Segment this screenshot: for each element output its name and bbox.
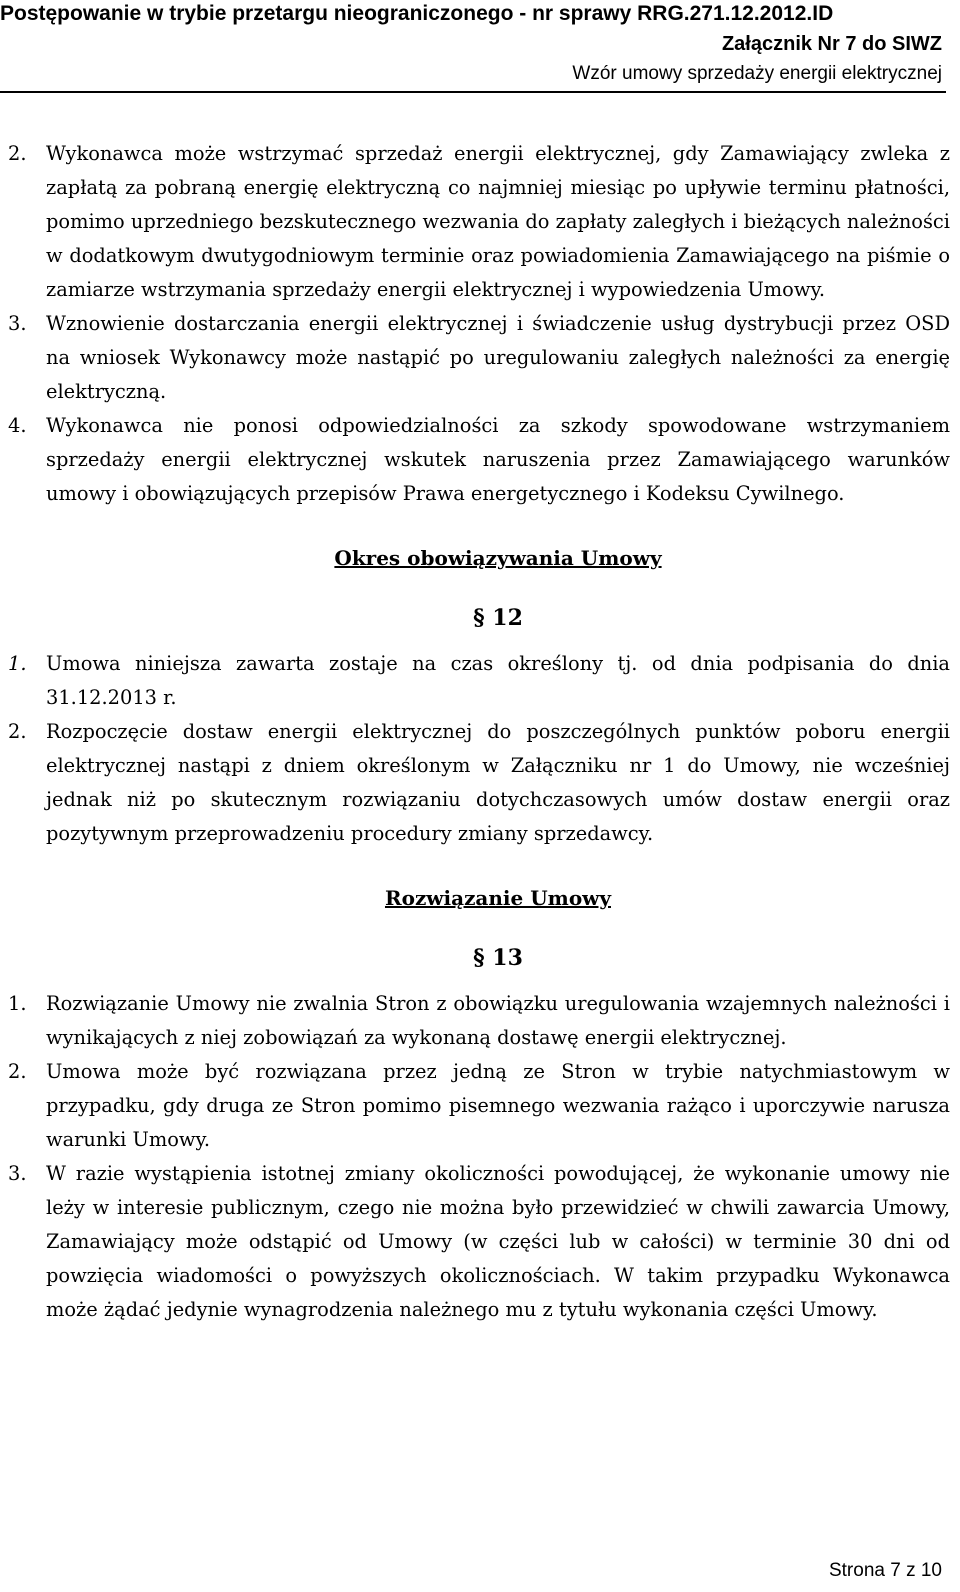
section-list-continued xyxy=(8,137,950,511)
list-item xyxy=(8,137,950,307)
item-text: Umowa niniejsza zawarta zostaje na czas określony tj. od dnia podpisania do dnia 31.12.2013 r. xyxy=(46,652,950,709)
item-text: Umowa może być rozwiązana przez jedną ze Stron w trybie natychmiastowym w przypadku, gdy druga ze Stron pomimo pisemnego wezwania rażąco i uporczywie narusza warunki Umowy. xyxy=(46,1060,950,1151)
section-12-list xyxy=(8,647,950,851)
item-text: Rozpoczęcie dostaw energii elektrycznej do poszczególnych punktów poboru energii elektrycznej nastąpi z dniem określonym w Załączniku nr 1 do Umowy, nie wcześniej jednak niż po skutecznym rozwiązaniu dotychczasowych umów dostaw energii oraz pozytywnym przeprowadzeniu procedury zmiany sprzedawcy. xyxy=(46,720,950,845)
section-13-list xyxy=(8,987,950,1327)
item-number: 2. xyxy=(8,720,27,743)
list-item xyxy=(8,1157,950,1327)
page-number: Strona 7 z 10 xyxy=(828,1560,942,1581)
header-divider xyxy=(0,91,946,93)
document-subtitle: Wzór umowy sprzedaży energii elektrycznej xyxy=(572,63,942,84)
item-text: Wykonawca może wstrzymać sprzedaż energii elektrycznej, gdy Zamawiający zwleka z zapłatą za pobraną energię elektryczną co najmniej miesiąc po upływie terminu płatności, pomimo uprzedniego bezskutecznego wezwania do zapłaty zaległych i bieżących należności w dodatkowym dwutygodniowym terminie oraz powiadomienia Zamawiającego na piśmie o zamiarze wstrzymania sprzedaży energii elektrycznej i wypowiedzenia Umowy. xyxy=(46,142,950,301)
section-number-12: § 12 xyxy=(473,605,523,631)
item-text: Rozwiązanie Umowy nie zwalnia Stron z obowiązku uregulowania wzajemnych należności i wynikających z niej zobowiązań za wykonaną dostawę energii elektrycznej. xyxy=(46,992,950,1049)
item-number: 4. xyxy=(8,414,27,437)
annex-label: Załącznik Nr 7 do SIWZ xyxy=(721,33,942,55)
item-text: Wykonawca nie ponosi odpowiedzialności za szkody spowodowane wstrzymaniem sprzedaży energii elektrycznej wskutek naruszenia przez Zamawiającego warunków umowy i obowiązujących przepisów Prawa energetycznego i Kodeksu Cywilnego. xyxy=(46,414,950,505)
list-item xyxy=(8,409,950,511)
page-header xyxy=(0,0,960,90)
document-body xyxy=(8,137,950,1327)
section-heading-termination: Rozwiązanie Umowy xyxy=(384,886,611,910)
proceeding-title: Postępowanie w trybie przetargu nieograniczonego - nr sprawy RRG.271.12.2012.ID xyxy=(0,2,834,25)
list-item xyxy=(8,987,950,1055)
list-item xyxy=(8,1055,950,1157)
item-number: 2. xyxy=(8,142,27,165)
item-text: W razie wystąpienia istotnej zmiany okoliczności powodującej, że wykonanie umowy nie leży w interesie publicznym, czego nie można było przewidzieć w chwili zawarcia Umowy, Zamawiający może odstąpić od Umowy (w części lub w całości) w terminie 30 dni od powzięcia wiadomości o powyższych okolicznościach. W takim przypadku Wykonawca może żądać jedynie wynagrodzenia należnego mu z tytułu wykonania części Umowy. xyxy=(46,1162,950,1321)
item-number: 3. xyxy=(8,312,27,335)
list-item xyxy=(8,715,950,851)
item-number: 1. xyxy=(8,992,27,1015)
item-text: Wznowienie dostarczania energii elektrycznej i świadczenie usług dystrybucji przez OSD na wniosek Wykonawcy może nastąpić po uregulowaniu zaległych należności za energię elektryczną. xyxy=(46,312,950,403)
list-item xyxy=(8,647,950,715)
item-number: 1. xyxy=(8,652,27,675)
list-item xyxy=(8,307,950,409)
section-heading-term: Okres obowiązywania Umowy xyxy=(334,546,662,570)
section-number-13: § 13 xyxy=(473,945,523,971)
item-number: 3. xyxy=(8,1162,27,1185)
item-number: 2. xyxy=(8,1060,27,1083)
